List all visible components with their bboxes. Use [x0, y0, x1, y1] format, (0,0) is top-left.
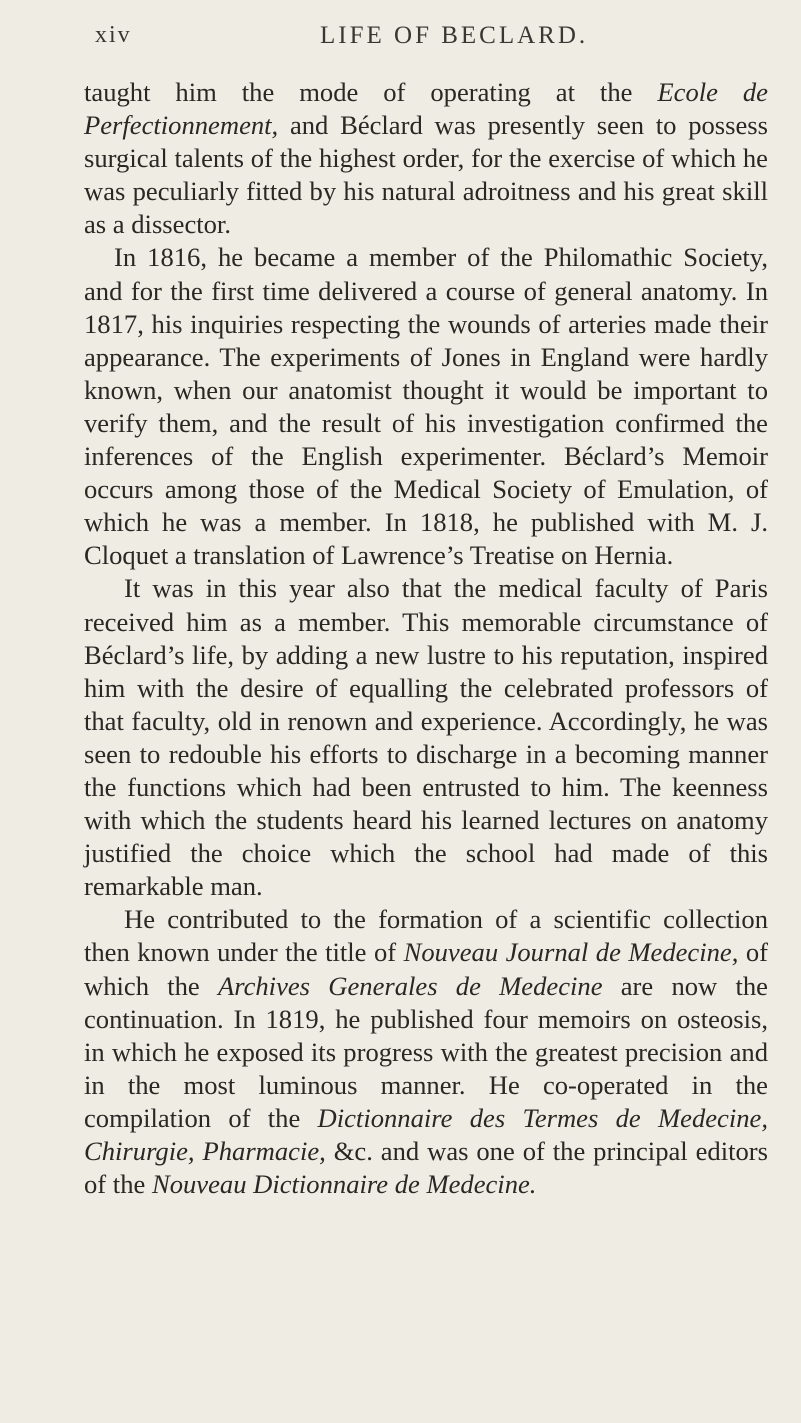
paragraph-3: [84, 572, 768, 903]
page-number: xiv: [95, 22, 132, 48]
paragraph-2: [84, 241, 768, 572]
text-segment: In 1816, he became a member of the Philomathic Society, and for the first time delivered a course of general anatomy. In 1817, his inquiries respecting the wounds of arteries made their appearance. The experiments of Jones in England were hardly known, when our anatomist thought it would be important to verify them, and the result of his investigation confirmed the inferences of the English experimenter. Béclard’s Memoir occurs among those of the Medical Society of Emulation, of which he was a member. In 1818, he published with M. J. Cloquet a translation of Lawrence’s Treatise on Hernia.: [84, 242, 768, 571]
text-segment: &c. and was one of the principal editors of the: [84, 1136, 768, 1200]
italic-title: Ecole de Perfectionnement,: [84, 77, 768, 141]
paragraph-1: [84, 76, 768, 241]
running-head: [84, 18, 771, 54]
text-segment: It was in this year also that the medical faculty of Paris received him as a member. This memorable circumstance of Béclard’s life, by adding a new lustre to his reputation, inspired him with the desire of equalling the celebrated professors of that faculty, old in renown and experience. Accordingly, he was seen to redouble his efforts to discharge in a becoming manner the functions which had been entrusted to him. The keenness with which the students heard his learned lectures on anatomy justified the choice which the school had made of this remarkable man.: [84, 573, 768, 902]
body-text: [84, 76, 768, 1201]
italic-title: Dictionnaire des Termes de Medecine, Chirurgie, Pharmacie,: [84, 1102, 768, 1166]
text-segment: taught him the mode of operating at the: [84, 77, 658, 107]
text-segment: and Béclard was presently seen to possess surgical talents of the highest order, for the exercise of which he was peculiarly fitted by his natural adroitness and his great skill as a dissector.: [84, 110, 768, 240]
text-segment: of which the: [84, 937, 768, 1001]
paragraph-4: [84, 903, 768, 1201]
italic-title: Nouveau Journal de Medecine,: [403, 937, 739, 968]
text-segment: are now the continuation. In 1819, he published four memoirs on osteosis, in which he exposed its progress with the greatest precision and in the most luminous manner. He co-operated in the compilation of the: [84, 970, 768, 1133]
running-title: LIFE OF BECLARD.: [320, 22, 589, 49]
text-segment: He contributed to the formation of a scientific collection then known under the title of: [84, 904, 768, 968]
italic-title: Nouveau Dictionnaire de Medecine.: [151, 1169, 537, 1200]
italic-title: Archives Generales de Medecine: [217, 970, 603, 1001]
